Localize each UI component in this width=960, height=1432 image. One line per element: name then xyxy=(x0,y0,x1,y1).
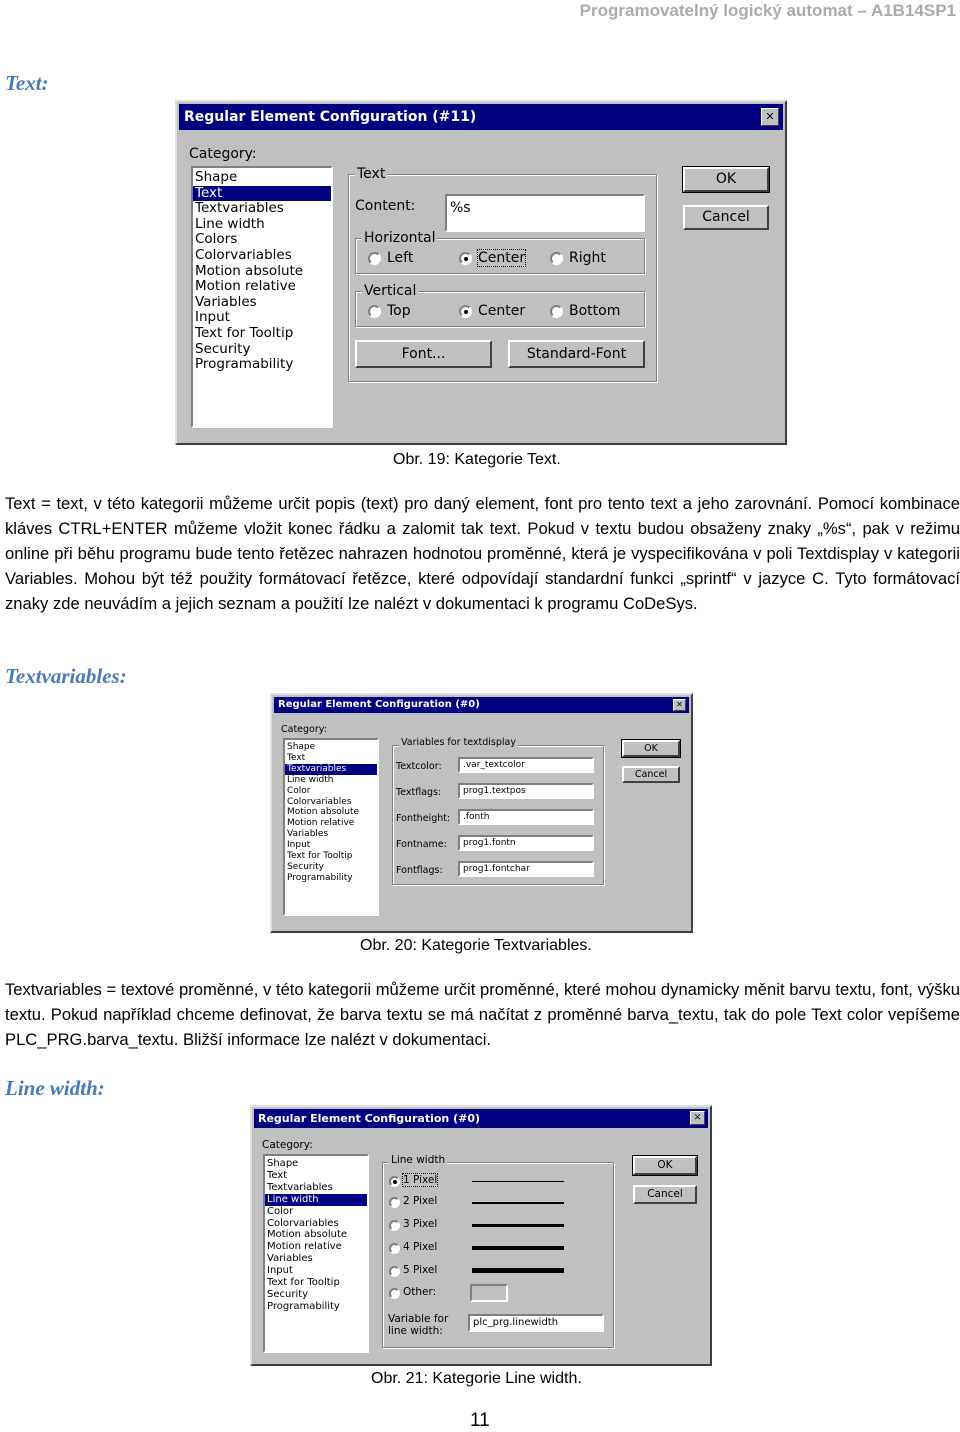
radio-other[interactable] xyxy=(389,1288,400,1299)
category-item-textvariables[interactable]: Textvariables xyxy=(285,764,377,775)
category-item-text[interactable]: Text xyxy=(287,752,306,763)
category-item-shape[interactable]: Shape xyxy=(267,1158,299,1169)
category-label: Category: xyxy=(281,724,327,735)
category-item-variables[interactable]: Variables xyxy=(195,293,257,310)
content-label: Content: xyxy=(355,198,416,214)
radio-2-pixel[interactable] xyxy=(389,1197,400,1208)
radio-3-pixel[interactable] xyxy=(389,1220,400,1231)
fontflags-label: Fontflags: xyxy=(396,865,443,876)
category-item-text[interactable]: Text xyxy=(267,1169,288,1181)
category-item-textvariables[interactable]: Textvariables xyxy=(267,1181,333,1193)
content-input[interactable]: %s xyxy=(445,194,645,232)
category-item-colorvariables[interactable]: Colorvariables xyxy=(267,1217,339,1229)
radio-1-pixel[interactable] xyxy=(389,1176,400,1187)
dialog-title: Regular Element Configuration (#0) xyxy=(258,1112,481,1125)
radio-5-pixel[interactable] xyxy=(389,1266,400,1277)
category-item-programability[interactable]: Programability xyxy=(287,872,353,883)
dialog-titlebar xyxy=(254,1109,708,1128)
category-item-motion-absolute[interactable]: Motion absolute xyxy=(287,807,360,818)
running-header: Programovatelný logický automat – A1B14SP1 xyxy=(579,1,956,20)
h-left-label: Left xyxy=(387,250,414,266)
category-item-color[interactable]: Color xyxy=(287,785,311,796)
v-bottom-label: Bottom xyxy=(569,303,621,319)
category-label: Category: xyxy=(189,146,257,162)
textdisplay-group-label: Variables for textdisplay xyxy=(401,737,516,748)
line-sample-1 xyxy=(472,1181,564,1182)
cancel-button[interactable]: Cancel xyxy=(683,205,769,230)
v-top-label: Top xyxy=(387,303,411,319)
line-width-group-label: Line width xyxy=(391,1154,446,1166)
textflags-input[interactable]: prog1.textpos xyxy=(458,783,594,799)
font-button[interactable]: Font... xyxy=(355,340,492,368)
textcolor-label: Textcolor: xyxy=(396,761,442,772)
cancel-button[interactable]: Cancel xyxy=(633,1185,697,1204)
close-icon[interactable]: ✕ xyxy=(761,108,779,126)
dialog-titlebar xyxy=(179,104,783,130)
variable-label-line-2: line width: xyxy=(388,1325,443,1337)
category-item-motion-relative[interactable]: Motion relative xyxy=(195,278,296,295)
category-item-variables[interactable]: Variables xyxy=(267,1253,313,1265)
dialog-textvariables xyxy=(270,693,693,933)
v-center-label: Center xyxy=(478,303,526,319)
dialog-text xyxy=(175,100,787,445)
category-item-variables[interactable]: Variables xyxy=(287,829,329,840)
line-sample-5 xyxy=(472,1268,564,1273)
v-bottom-radio[interactable] xyxy=(550,305,563,318)
dialog-titlebar xyxy=(274,697,689,713)
category-item-color[interactable]: Color xyxy=(267,1205,294,1217)
standard-font-button[interactable]: Standard-Font xyxy=(508,340,645,368)
category-list[interactable] xyxy=(191,166,333,428)
heading-textvariables: Textvariables: xyxy=(5,664,127,688)
category-item-shape[interactable]: Shape xyxy=(287,742,316,752)
line-width-variable-input[interactable]: plc_prg.linewidth xyxy=(468,1314,604,1332)
h-right-label: Right xyxy=(569,250,606,266)
category-item-motion-absolute[interactable]: Motion absolute xyxy=(267,1229,348,1241)
fontname-label: Fontname: xyxy=(396,839,447,850)
category-item-text[interactable]: Text xyxy=(193,186,331,202)
dialog-title: Regular Element Configuration (#11) xyxy=(184,109,477,125)
v-top-radio[interactable] xyxy=(368,305,381,318)
heading-text: Text: xyxy=(5,71,49,95)
category-list[interactable] xyxy=(283,738,379,916)
ok-button[interactable]: OK xyxy=(622,740,680,757)
ok-button[interactable]: OK xyxy=(633,1156,697,1175)
label-other: Other: xyxy=(403,1286,437,1298)
label-3-pixel: 3 Pixel xyxy=(403,1218,438,1230)
h-center-label: Center xyxy=(478,250,526,266)
category-item-text-for-tooltip[interactable]: Text for Tooltip xyxy=(195,324,294,341)
category-label: Category: xyxy=(262,1139,313,1151)
textflags-label: Textflags: xyxy=(396,787,442,798)
caption-fig19: Obr. 19: Kategorie Text. xyxy=(393,451,561,468)
h-center-radio[interactable] xyxy=(459,252,472,265)
page-number: 11 xyxy=(470,1410,490,1431)
heading-line-width: Line width: xyxy=(5,1076,105,1100)
paragraph-textvariables: Textvariables = textové proměnné, v této kategorii můžeme určit proměnné, které mohou dynamicky měnit barvu textu, font, výšku textu. Pokud například chceme definovat, že barva textu se má načítat z proměnné barva_textu, tak do pole Text color vepíšeme PLC_PRG.barva_textu. Bližší informace lze nalézt v dokumentaci. xyxy=(5,980,960,1049)
category-item-line-width[interactable]: Line width xyxy=(287,774,334,785)
vertical-group-label: Vertical xyxy=(364,283,417,299)
category-item-textvariables[interactable]: Textvariables xyxy=(195,200,284,217)
v-center-radio[interactable] xyxy=(459,305,472,318)
cancel-button[interactable]: Cancel xyxy=(622,766,680,783)
variable-label xyxy=(388,1313,448,1337)
category-item-text-for-tooltip[interactable]: Text for Tooltip xyxy=(267,1277,340,1289)
h-left-radio[interactable] xyxy=(368,252,381,265)
caption-fig20: Obr. 20: Kategorie Textvariables. xyxy=(360,937,592,954)
category-item-security[interactable]: Security xyxy=(267,1288,309,1300)
close-icon[interactable]: ✕ xyxy=(673,699,686,711)
category-item-motion-relative[interactable]: Motion relative xyxy=(267,1241,342,1253)
category-item-input[interactable]: Input xyxy=(195,309,230,326)
label-4-pixel: 4 Pixel xyxy=(403,1241,438,1253)
category-list[interactable] xyxy=(263,1154,369,1353)
category-item-motion-absolute[interactable]: Motion absolute xyxy=(195,262,304,279)
textcolor-input[interactable]: .var_textcolor xyxy=(458,757,594,773)
category-item-colors[interactable]: Colors xyxy=(195,231,238,248)
category-item-motion-relative[interactable]: Motion relative xyxy=(287,818,355,829)
horizontal-group-label: Horizontal xyxy=(364,230,436,246)
label-5-pixel: 5 Pixel xyxy=(403,1264,438,1276)
paragraph-text: Text = text, v této kategorii můžeme určit popis (text) pro daný element, font pro tento text a jeho zarovnání. Pomocí kombinace kláves CTRL+ENTER můžeme vložit konec řádku a zalomit tak text. Pokud v textu budou obsaženy znaky „%s“, pak v režimu online při běhu programu bude tento řetězec nahrazen hodnotou proměnné, která je vyspecifikována v poli Textdisplay v kategorii Variables. Mohou být též použity formátovací řetězce, které odpovídají standardní funkci „sprintf“ v jazyce C. Tyto formátovací znaky zde neuvádím a jejich seznam a použití lze nalézt v dokumentaci k programu CoDeSys. xyxy=(5,494,960,613)
category-item-programability[interactable]: Programability xyxy=(267,1300,340,1312)
category-item-security[interactable]: Security xyxy=(287,861,324,872)
fontflags-input[interactable]: prog1.fontchar xyxy=(458,861,594,877)
h-right-radio[interactable] xyxy=(550,252,563,265)
other-width-input[interactable] xyxy=(470,1284,508,1302)
ok-button[interactable]: OK xyxy=(683,167,769,192)
fontheight-label: Fontheight: xyxy=(396,813,451,824)
category-item-shape[interactable]: Shape xyxy=(195,169,238,185)
category-item-line-width[interactable]: Line width xyxy=(265,1194,367,1206)
category-item-line-width[interactable]: Line width xyxy=(195,215,265,232)
line-sample-2 xyxy=(472,1202,564,1204)
line-sample-3 xyxy=(472,1224,564,1227)
text-group-label: Text xyxy=(357,166,386,182)
category-item-colorvariables[interactable]: Colorvariables xyxy=(287,796,352,807)
line-sample-4 xyxy=(472,1246,564,1250)
caption-fig21: Obr. 21: Kategorie Line width. xyxy=(371,1370,582,1387)
label-1-pixel: 1 Pixel xyxy=(403,1174,438,1186)
category-item-text-for-tooltip[interactable]: Text for Tooltip xyxy=(287,851,353,862)
variable-label-line-1: Variable for xyxy=(388,1313,449,1325)
label-2-pixel: 2 Pixel xyxy=(403,1195,438,1207)
dialog-title: Regular Element Configuration (#0) xyxy=(278,699,480,710)
category-item-input[interactable]: Input xyxy=(267,1265,293,1277)
dialog-line-width xyxy=(250,1105,712,1366)
category-item-security[interactable]: Security xyxy=(195,340,251,357)
fontname-input[interactable]: prog1.fontn xyxy=(458,835,594,851)
category-item-programability[interactable]: Programability xyxy=(195,356,294,373)
category-item-colorvariables[interactable]: Colorvariables xyxy=(195,246,292,263)
category-item-input[interactable]: Input xyxy=(287,840,311,851)
close-icon[interactable]: ✕ xyxy=(690,1111,705,1125)
radio-4-pixel[interactable] xyxy=(389,1243,400,1254)
fontheight-input[interactable]: .fonth xyxy=(458,809,594,825)
